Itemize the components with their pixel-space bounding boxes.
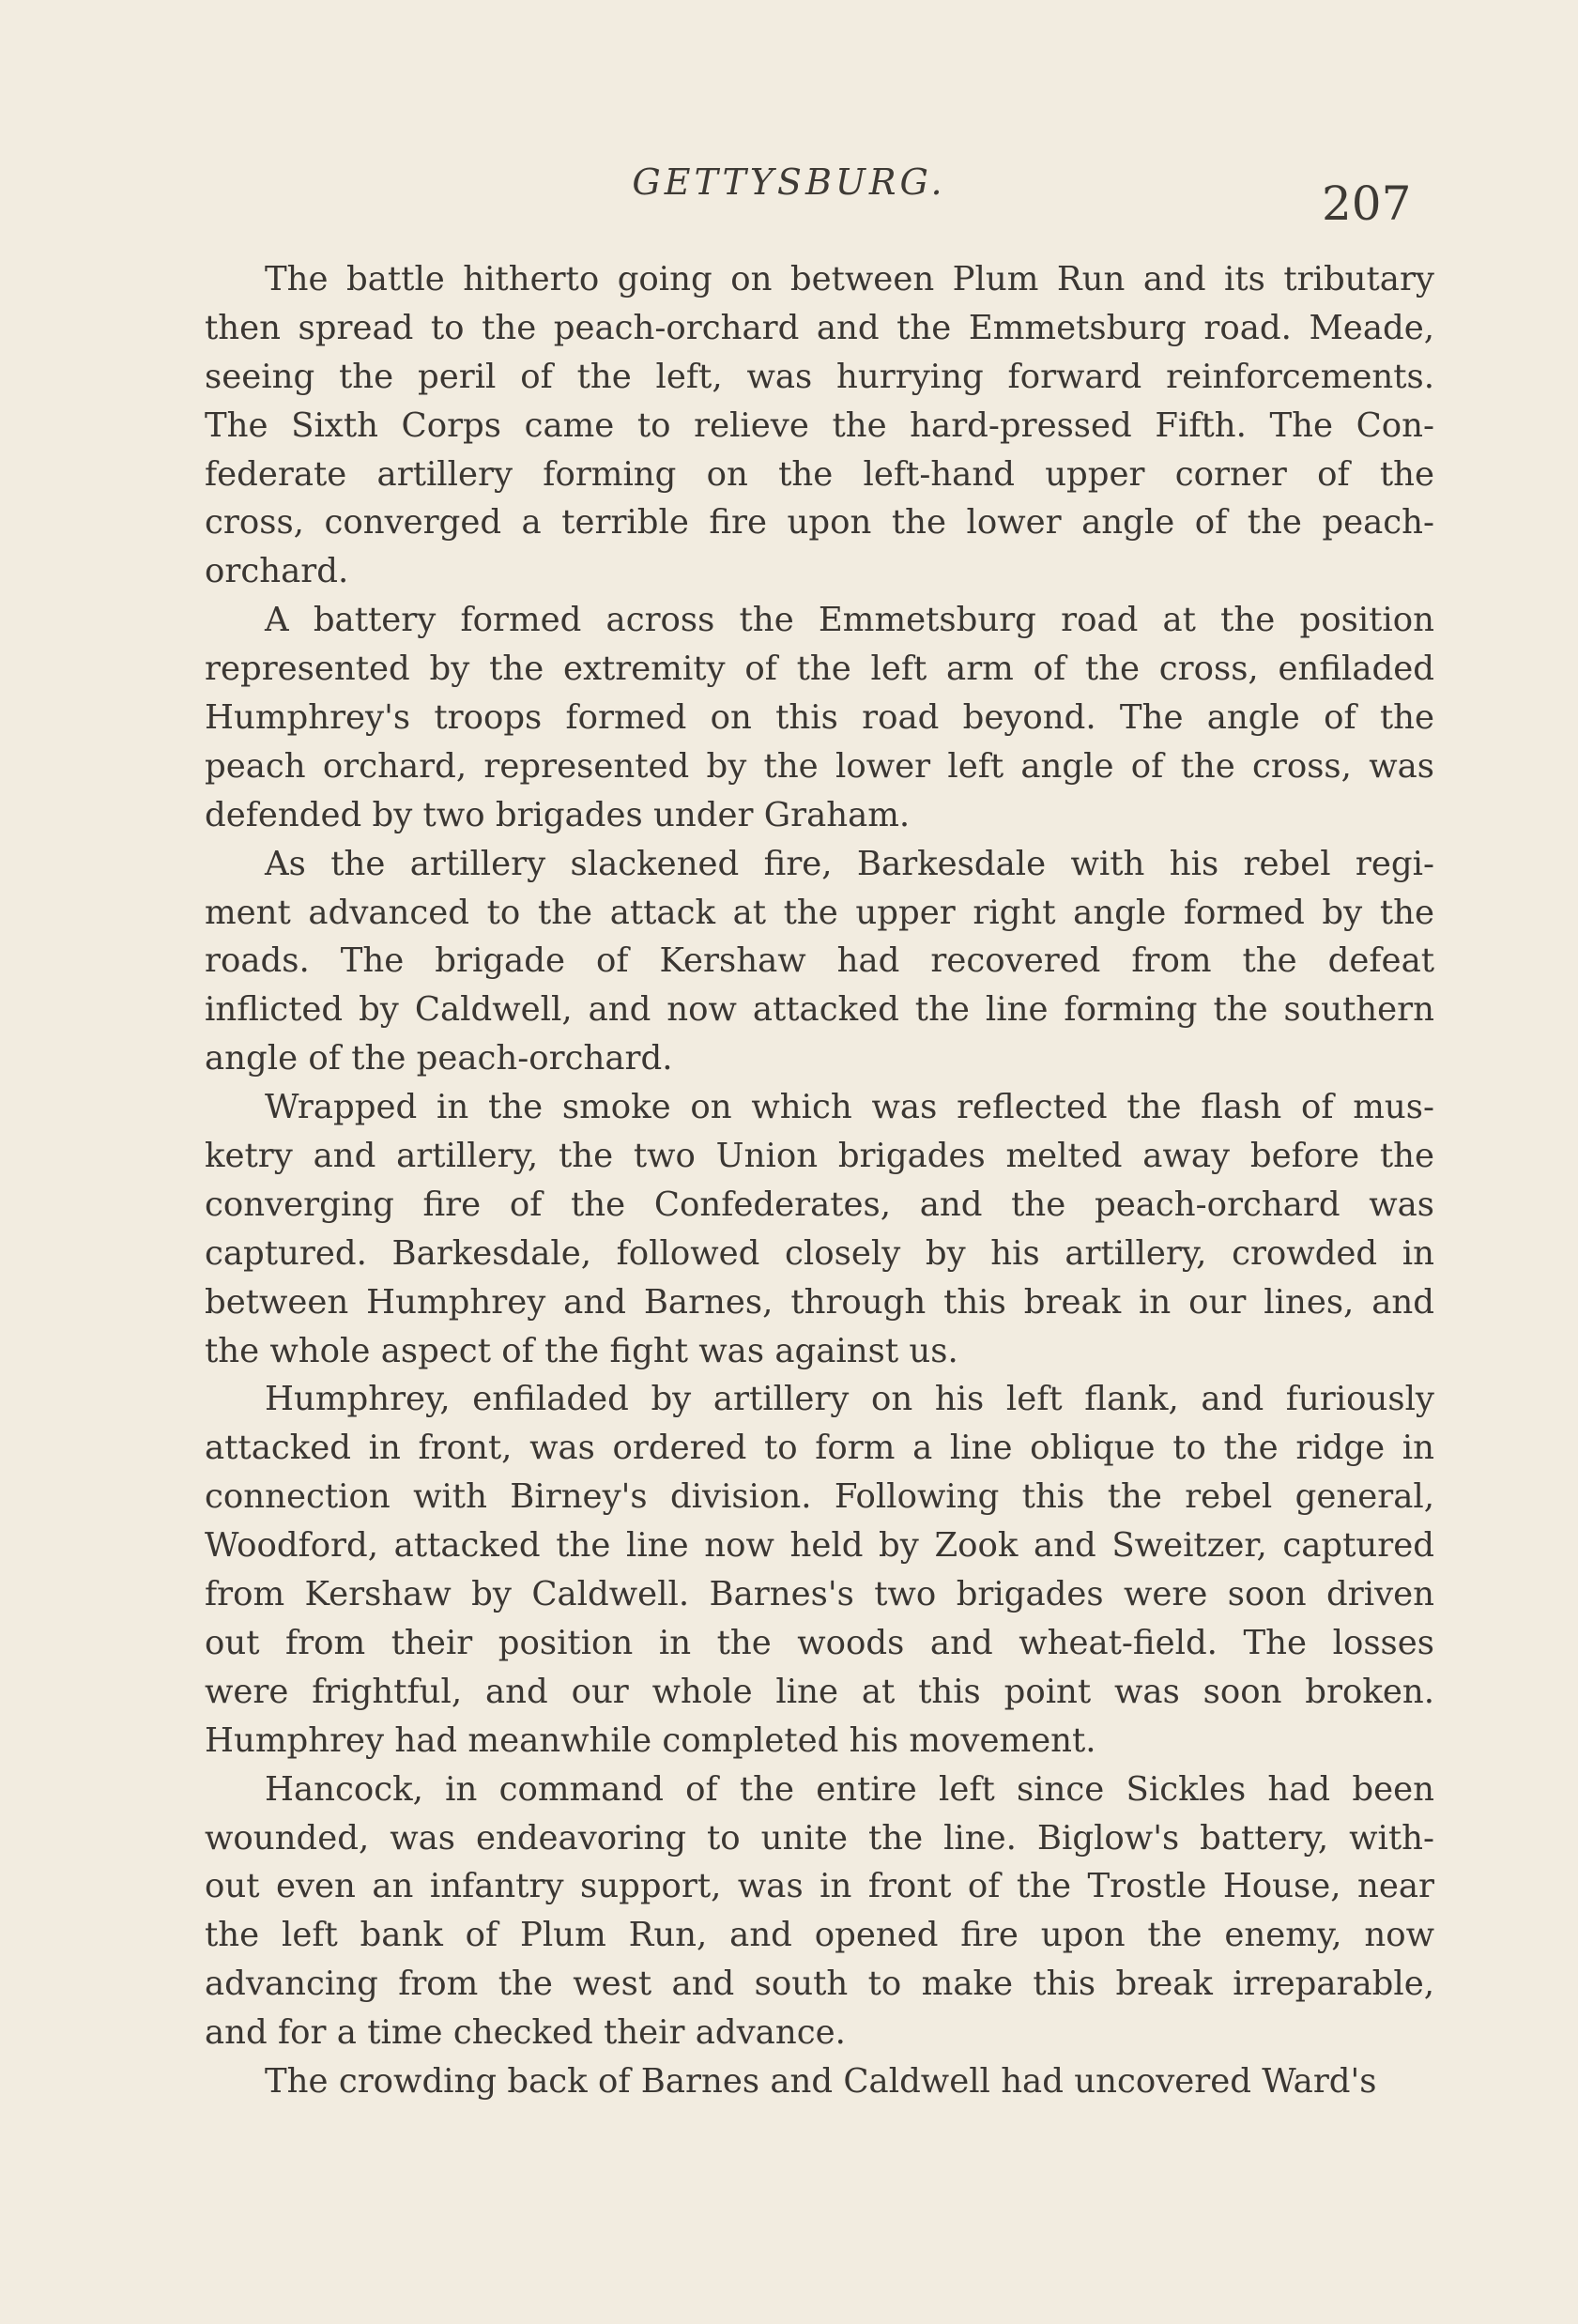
text-line: represented by the extremity of the left arm of the cross, enfiladed [205, 650, 1434, 689]
text-line: Humphrey had meanwhile completed his movement. [205, 1720, 1096, 1760]
text-line: Humphrey, enfiladed by artillery on his left flank, and furiously [265, 1380, 1434, 1419]
paragraph [205, 840, 1434, 1083]
page-number: 207 [1322, 176, 1412, 231]
body-text [205, 255, 1434, 2106]
text-line: federate artillery forming on the left-hand upper corner of the [205, 454, 1434, 494]
text-line: orchard. [205, 552, 349, 591]
text-line: and for a time checked their advance. [205, 2013, 846, 2053]
text-line: then spread to the peach-orchard and the Emmetsburg road. Meade, [205, 308, 1434, 347]
text-line: Humphrey's troops formed on this road beyond. The angle of the [205, 698, 1434, 738]
text-line: captured. Barkesdale, followed closely by his artillery, crowded in [205, 1233, 1434, 1273]
text-line: from Kershaw by Caldwell. Barnes's two brigades were soon driven [205, 1575, 1434, 1614]
paragraph [205, 2057, 1434, 2106]
text-line: angle of the peach-orchard. [205, 1039, 673, 1078]
text-line: connection with Birney's division. Following this the rebel general, [205, 1477, 1434, 1517]
text-line: the left bank of Plum Run, and opened fire upon the enemy, now [205, 1916, 1434, 1955]
paragraph [205, 255, 1434, 596]
text-line: between Humphrey and Barnes, through this break in our lines, and [205, 1282, 1434, 1322]
text-line: defended by two brigades under Graham. [205, 795, 911, 834]
text-line: advancing from the west and south to make this break irreparable, [205, 1965, 1434, 2004]
text-line: The crowding back of Barnes and Caldwell had uncovered Ward's [265, 2061, 1377, 2101]
paragraph [205, 1766, 1434, 2057]
text-line: As the artillery slackened fire, Barkesdale with his rebel regi- [265, 844, 1434, 883]
text-line: attacked in front, was ordered to form a line oblique to the ridge in [205, 1429, 1434, 1468]
text-line: out even an infantry support, was in front of the Trostle House, near [205, 1867, 1434, 1906]
text-line: ketry and artillery, the two Union brigades melted away before the [205, 1137, 1434, 1176]
paragraph [205, 1083, 1434, 1375]
paragraph [205, 1375, 1434, 1765]
text-line: Hancock, in command of the entire left since Sickles had been [265, 1769, 1434, 1809]
text-line: cross, converged a terrible fire upon the lower angle of the peach- [205, 503, 1434, 543]
text-line: were frightful, and our whole line at this point was soon broken. [205, 1672, 1434, 1711]
text-line: roads. The brigade of Kershaw had recovered from the defeat [205, 941, 1434, 981]
text-line: inflicted by Caldwell, and now attacked the line forming the southern [205, 990, 1434, 1030]
text-line: converging fire of the Confederates, and the peach-orchard was [205, 1185, 1434, 1224]
running-title: GETTYSBURG. [632, 161, 946, 203]
text-line: Wrapped in the smoke on which was reflected the flash of mus- [265, 1088, 1434, 1127]
text-line: wounded, was endeavoring to unite the line. Biglow's battery, with- [205, 1818, 1434, 1858]
text-line: The battle hitherto going on between Plum Run and its tributary [265, 260, 1434, 298]
text-line: out from their position in the woods and wheat-field. The losses [205, 1623, 1434, 1662]
text-line: A battery formed across the Emmetsburg road at the position [265, 601, 1434, 640]
text-line: The Sixth Corps came to relieve the hard-pressed Fifth. The Con- [205, 405, 1434, 445]
text-line: seeing the peril of the left, was hurrying forward reinforcements. [205, 357, 1434, 396]
text-line: peach orchard, represented by the lower left angle of the cross, was [205, 746, 1434, 786]
text-line: ment advanced to the attack at the upper right angle formed by the [205, 893, 1434, 932]
text-line: the whole aspect of the fight was against us. [205, 1331, 958, 1370]
paragraph [205, 596, 1434, 839]
text-line: Woodford, attacked the line now held by Zook and Sweitzer, captured [205, 1526, 1434, 1566]
